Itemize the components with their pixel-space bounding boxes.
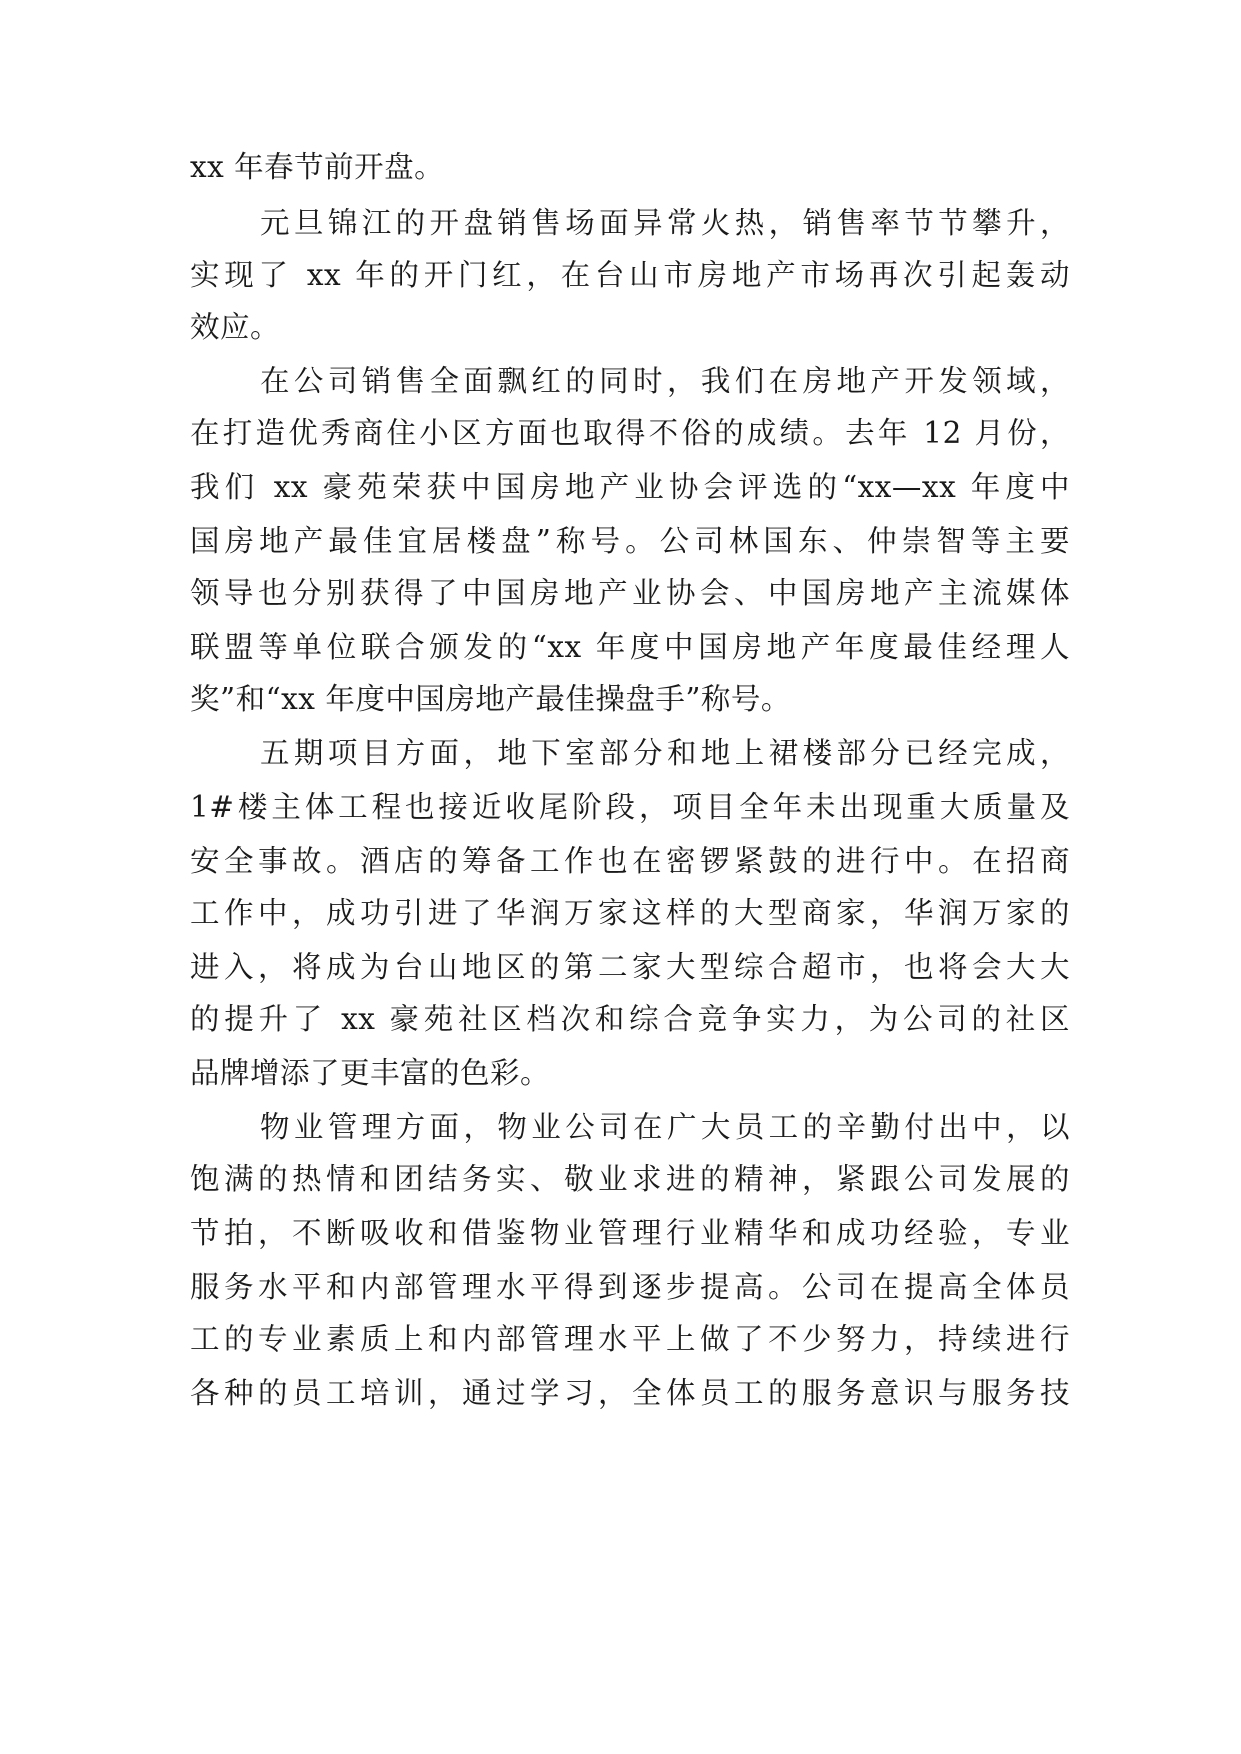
text-line: 物业管理方面，物业公司在广大员工的辛勤付出中，以 — [260, 1110, 1070, 1144]
text-line: 我们 xx 豪苑荣获中国房地产业协会评选的“xx—xx 年度中 — [190, 470, 1070, 504]
text-line: 各种的员工培训，通过学习，全体员工的服务意识与服务技 — [190, 1376, 1070, 1410]
text-line: 在公司销售全面飘红的同时，我们在房地产开发领域， — [260, 364, 1070, 398]
text-line: 节拍，不断吸收和借鉴物业管理行业精华和成功经验，专业 — [190, 1216, 1070, 1250]
text-line: 联盟等单位联合颁发的“xx 年度中国房地产年度最佳经理人 — [190, 630, 1070, 664]
text-line: 1#楼主体工程也接近收尾阶段，项目全年未出现重大质量及 — [190, 790, 1070, 824]
text-line: 元旦锦江的开盘销售场面异常火热，销售率节节攀升， — [260, 206, 1070, 240]
text-line: 服务水平和内部管理水平得到逐步提高。公司在提高全体员 — [190, 1270, 1070, 1304]
text-line: 五期项目方面，地下室部分和地上裙楼部分已经完成， — [260, 736, 1070, 770]
text-line: 效应。 — [190, 310, 281, 344]
text-line: xx 年春节前开盘。 — [190, 150, 445, 184]
text-line: 领导也分别获得了中国房地产业协会、中国房地产主流媒体 — [190, 576, 1070, 610]
text-line: 工作中，成功引进了华润万家这样的大型商家，华润万家的 — [190, 896, 1070, 930]
text-line: 饱满的热情和团结务实、敬业求进的精神，紧跟公司发展的 — [190, 1162, 1070, 1196]
text-line: 奖”和“xx 年度中国房地产最佳操盘手”称号。 — [190, 682, 791, 716]
text-line: 实现了 xx 年的开门红，在台山市房地产市场再次引起轰动 — [190, 258, 1070, 292]
text-line: 进入，将成为台山地区的第二家大型综合超市，也将会大大 — [190, 950, 1070, 984]
text-line: 在打造优秀商住小区方面也取得不俗的成绩。去年 12 月份， — [190, 416, 1070, 450]
text-line: 的提升了 xx 豪苑社区档次和综合竞争实力，为公司的社区 — [190, 1002, 1070, 1036]
text-line: 安全事故。酒店的筹备工作也在密锣紧鼓的进行中。在招商 — [190, 844, 1070, 878]
text-line: 工的专业素质上和内部管理水平上做了不少努力，持续进行 — [190, 1322, 1070, 1356]
text-line: 国房地产最佳宜居楼盘”称号。公司林国东、仲崇智等主要 — [190, 524, 1070, 558]
text-line: 品牌增添了更丰富的色彩。 — [190, 1056, 551, 1090]
